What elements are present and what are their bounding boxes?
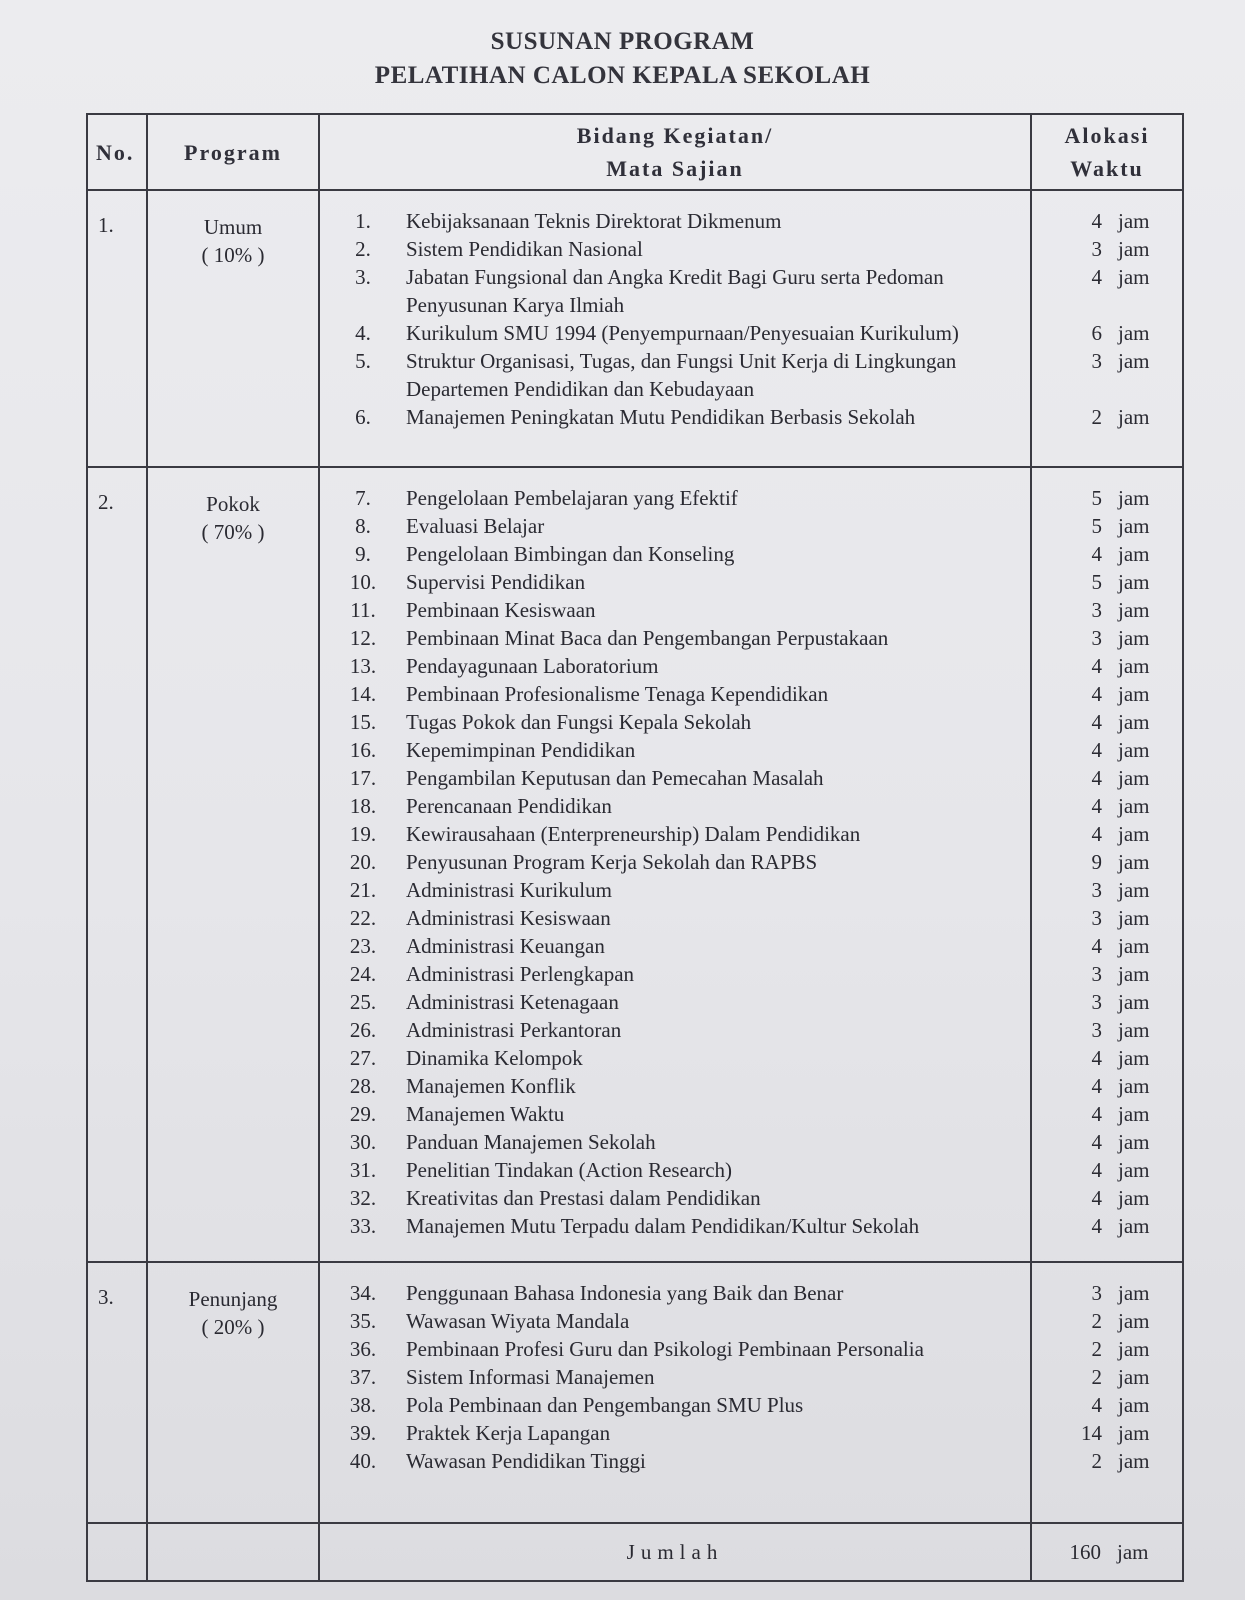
time-hours: 3 [1091,962,1102,986]
subject-item [320,708,1030,736]
time-hours: 5 [1091,570,1102,594]
subject-item [320,624,1030,652]
subject-item [320,1447,1030,1475]
subject-number: 10. [349,570,377,594]
subject-text: Administrasi Keuangan [406,934,605,958]
time-allocation [1032,263,1182,319]
subject-number: 15. [349,710,377,734]
subject-item [320,484,1030,512]
subject-item [320,736,1030,764]
time-allocation [1032,736,1182,764]
time-hours: 4 [1091,1214,1102,1238]
subject-item [320,263,1030,319]
subject-item [320,1044,1030,1072]
subject-text: Pembinaan Minat Baca dan Pengembangan Perpustakaan [406,626,889,650]
time-allocation [1032,1184,1182,1212]
time-unit: jam [1118,265,1150,289]
program-percent: ( 20% ) [201,1315,265,1339]
time-hours: 4 [1091,654,1102,678]
time-hours: 4 [1091,1046,1102,1070]
time-allocation [1032,708,1182,736]
subject-text: Evaluasi Belajar [406,514,545,538]
program-percent: ( 70% ) [201,520,265,544]
subject-number: 13. [349,654,377,678]
subject-number: 22. [349,906,377,930]
time-unit: jam [1118,710,1150,734]
time-unit: jam [1118,349,1150,373]
subject-number: 9. [355,542,371,566]
time-allocation [1032,1419,1182,1447]
time-hours: 3 [1091,349,1102,373]
subject-item [320,820,1030,848]
time-unit: jam [1118,486,1150,510]
time-hours: 2 [1091,405,1102,429]
subject-text: Sistem Pendidikan Nasional [406,237,643,261]
subject-text: Kepemimpinan Pendidikan [406,738,636,762]
section-program [147,467,319,1262]
subject-number: 11. [350,598,376,622]
time-hours: 4 [1091,265,1102,289]
time-hours: 4 [1091,738,1102,762]
subject-number: 21. [349,878,377,902]
time-allocation [1032,319,1182,347]
header-time [1031,114,1183,190]
subject-item [320,792,1030,820]
time-allocation [1032,904,1182,932]
subject-number: 33. [349,1214,377,1238]
time-hours: 3 [1091,990,1102,1014]
section-program [147,190,319,467]
subject-item [320,1279,1030,1307]
time-hours: 3 [1091,237,1102,261]
time-allocation [1032,1016,1182,1044]
time-unit: jam [1118,1281,1150,1305]
subject-number: 34. [349,1281,377,1305]
subject-number: 12. [349,626,377,650]
subject-text: Wawasan Wiyata Mandala [406,1309,630,1333]
subject-item [320,764,1030,792]
subject-number: 19. [349,822,377,846]
subject-item [320,347,1030,403]
subject-number: 32. [349,1186,377,1210]
time-allocation [1032,512,1182,540]
total-unit: jam [1117,1539,1149,1564]
time-allocation [1032,764,1182,792]
header-program: Program [147,114,319,190]
subject-text: Pembinaan Kesiswaan [406,598,596,622]
program-name: Penunjang [188,1287,278,1311]
subject-item [320,540,1030,568]
subject-text: Penyusunan Program Kerja Sekolah dan RAPBS [406,850,818,874]
subject-item [320,932,1030,960]
subject-number: 26. [349,1018,377,1042]
subject-item [320,1307,1030,1335]
subject-number: 35. [349,1309,377,1333]
time-hours: 4 [1091,710,1102,734]
time-allocation [1032,848,1182,876]
subject-text: Penggunaan Bahasa Indonesia yang Baik dan Benar [406,1281,844,1305]
time-unit: jam [1118,654,1150,678]
time-allocation [1032,1279,1182,1307]
subject-text: Pola Pembinaan dan Pengembangan SMU Plus [406,1393,804,1417]
subject-item [320,1128,1030,1156]
subject-item [320,1391,1030,1419]
subject-number: 3. [355,265,371,289]
subject-text: Supervisi Pendidikan [406,570,586,594]
time-unit: jam [1118,1018,1150,1042]
subject-text: Administrasi Perkantoran [406,1018,622,1042]
header-time-line1: Alokasi [1064,123,1150,148]
time-hours: 4 [1091,1186,1102,1210]
subject-number: 39. [349,1421,377,1445]
section-row-pokok [87,467,1183,1262]
section-no: 3. [87,1262,147,1523]
subject-number: 30. [349,1130,377,1154]
total-label: Jumlah [319,1523,1031,1581]
time-allocation [1032,1363,1182,1391]
subject-text: Jabatan Fungsional dan Angka Kredit Bagi Guru serta Pedoman Penyusunan Karya Ilmiah [406,265,944,317]
time-allocation [1032,652,1182,680]
time-unit: jam [1118,570,1150,594]
time-unit: jam [1118,1130,1150,1154]
subject-text: Administrasi Kesiswaan [406,906,611,930]
time-hours: 3 [1091,598,1102,622]
time-unit: jam [1118,598,1150,622]
time-hours: 4 [1091,542,1102,566]
section-times [1031,467,1183,1262]
time-hours: 4 [1091,934,1102,958]
subject-number: 29. [349,1102,377,1126]
subject-item [320,319,1030,347]
time-unit: jam [1118,1158,1150,1182]
time-hours: 4 [1091,682,1102,706]
total-empty-no [87,1523,147,1581]
total-hours: 160 [1069,1539,1101,1564]
time-hours: 3 [1091,1281,1102,1305]
time-hours: 3 [1091,1018,1102,1042]
time-unit: jam [1118,878,1150,902]
time-unit: jam [1118,1186,1150,1210]
time-hours: 4 [1091,1130,1102,1154]
time-hours: 2 [1091,1337,1102,1361]
section-program [147,1262,319,1523]
subject-text: Kurikulum SMU 1994 (Penyempurnaan/Penyesuaian Kurikulum) [406,321,959,345]
subject-item [320,568,1030,596]
time-unit: jam [1118,1421,1150,1445]
time-allocation [1032,568,1182,596]
subject-item [320,680,1030,708]
section-subjects [319,1262,1031,1523]
time-unit: jam [1118,962,1150,986]
time-allocation [1032,596,1182,624]
subject-text: Praktek Kerja Lapangan [406,1421,611,1445]
time-allocation [1032,792,1182,820]
time-hours: 3 [1091,906,1102,930]
subject-item [320,652,1030,680]
time-hours: 4 [1091,794,1102,818]
subject-text: Kreativitas dan Prestasi dalam Pendidikan [406,1186,761,1210]
time-allocation [1032,484,1182,512]
time-unit: jam [1118,237,1150,261]
time-hours: 6 [1091,321,1102,345]
subject-text: Perencanaan Pendidikan [406,794,612,818]
document-title-line2: PELATIHAN CALON KEPALA SEKOLAH [374,62,871,89]
time-allocation [1032,1072,1182,1100]
subject-number: 4. [355,321,371,345]
time-hours: 5 [1091,514,1102,538]
subject-item [320,988,1030,1016]
time-allocation [1032,207,1182,235]
program-name: Umum [203,215,263,239]
time-unit: jam [1118,1102,1150,1126]
subject-item [320,596,1030,624]
time-unit: jam [1118,321,1150,345]
subject-number: 38. [349,1393,377,1417]
time-hours: 4 [1091,766,1102,790]
subject-number: 1. [355,209,371,233]
section-subjects [319,190,1031,467]
time-unit: jam [1118,209,1150,233]
time-unit: jam [1118,1214,1150,1238]
subject-text: Wawasan Pendidikan Tinggi [406,1449,646,1473]
subject-item [320,1363,1030,1391]
section-row-penunjang [87,1262,1183,1523]
time-allocation [1032,1044,1182,1072]
time-unit: jam [1118,990,1150,1014]
subject-number: 40. [349,1449,377,1473]
section-times [1031,1262,1183,1523]
time-hours: 2 [1091,1449,1102,1473]
total-empty-program [147,1523,319,1581]
time-hours: 4 [1091,1102,1102,1126]
time-allocation [1032,960,1182,988]
time-unit: jam [1118,906,1150,930]
header-subject-line1: Bidang Kegiatan/ [576,123,774,148]
section-no: 2. [87,467,147,1262]
time-allocation [1032,235,1182,263]
subject-text: Panduan Manajemen Sekolah [406,1130,656,1154]
time-hours: 2 [1091,1365,1102,1389]
subject-text: Pengelolaan Pembelajaran yang Efektif [406,486,738,510]
time-allocation [1032,540,1182,568]
header-no: No. [87,114,147,190]
time-allocation [1032,876,1182,904]
time-allocation [1032,1100,1182,1128]
time-unit: jam [1118,822,1150,846]
time-allocation [1032,932,1182,960]
time-unit: jam [1118,542,1150,566]
time-allocation [1032,1156,1182,1184]
time-hours: 4 [1091,209,1102,233]
subject-text: Sistem Informasi Manajemen [406,1365,655,1389]
subject-item [320,904,1030,932]
subject-number: 2. [355,237,371,261]
subject-number: 27. [349,1046,377,1070]
time-allocation [1032,1128,1182,1156]
subject-text: Dinamika Kelompok [406,1046,583,1070]
time-unit: jam [1118,1449,1150,1473]
time-hours: 5 [1091,486,1102,510]
time-unit: jam [1118,405,1150,429]
time-allocation [1032,680,1182,708]
time-unit: jam [1118,794,1150,818]
time-unit: jam [1118,1393,1150,1417]
subject-number: 36. [349,1337,377,1361]
time-unit: jam [1118,766,1150,790]
time-unit: jam [1118,1046,1150,1070]
time-allocation [1032,1447,1182,1475]
subject-number: 6. [355,405,371,429]
subject-number: 18. [349,794,377,818]
subject-text: Manajemen Peningkatan Mutu Pendidikan Berbasis Sekolah [406,405,916,429]
subject-text: Pembinaan Profesi Guru dan Psikologi Pembinaan Personalia [406,1337,924,1361]
subject-item [320,1072,1030,1100]
time-hours: 9 [1091,850,1102,874]
subject-number: 23. [349,934,377,958]
time-allocation [1032,988,1182,1016]
time-hours: 3 [1091,626,1102,650]
header-time-line2: Waktu [1070,156,1144,181]
subject-number: 14. [349,682,377,706]
time-hours: 4 [1091,1393,1102,1417]
subject-number: 16. [349,738,377,762]
time-allocation [1032,624,1182,652]
time-unit: jam [1118,682,1150,706]
time-hours: 4 [1091,1158,1102,1182]
subject-number: 17. [349,766,377,790]
subject-number: 7. [355,486,371,510]
time-hours: 2 [1091,1309,1102,1333]
time-allocation [1032,347,1182,403]
subject-item [320,876,1030,904]
subject-item [320,1184,1030,1212]
subject-number: 24. [349,962,377,986]
time-allocation [1032,820,1182,848]
time-allocation [1032,1391,1182,1419]
subject-text: Manajemen Mutu Terpadu dalam Pendidikan/Kultur Sekolah [406,1214,920,1238]
section-no: 1. [87,190,147,467]
subject-item [320,1100,1030,1128]
subject-text: Manajemen Konflik [406,1074,576,1098]
subject-text: Kewirausahaan (Enterpreneurship) Dalam Pendidikan [406,822,861,846]
subject-item [320,1016,1030,1044]
time-unit: jam [1118,1074,1150,1098]
subject-number: 37. [349,1365,377,1389]
table-header-row [87,114,1183,190]
time-hours: 3 [1091,878,1102,902]
subject-number: 28. [349,1074,377,1098]
subject-number: 20. [349,850,377,874]
subject-number: 5. [355,349,371,373]
time-allocation [1032,1212,1182,1240]
subject-item [320,848,1030,876]
subject-item [320,960,1030,988]
subject-item [320,403,1030,431]
section-subjects [319,467,1031,1262]
time-unit: jam [1118,514,1150,538]
time-unit: jam [1118,1337,1150,1361]
time-unit: jam [1118,1365,1150,1389]
total-time [1031,1523,1183,1581]
header-subject [319,114,1031,190]
subject-text: Manajemen Waktu [406,1102,565,1126]
subject-text: Pengelolaan Bimbingan dan Konseling [406,542,735,566]
subject-item [320,1335,1030,1363]
document-title-line1: SUSUNAN PROGRAM [490,28,755,55]
subject-number: 31. [349,1158,377,1182]
subject-item [320,235,1030,263]
time-unit: jam [1118,934,1150,958]
subject-text: Tugas Pokok dan Fungsi Kepala Sekolah [406,710,752,734]
time-allocation [1032,1335,1182,1363]
subject-text: Penelitian Tindakan (Action Research) [406,1158,733,1182]
time-hours: 4 [1091,822,1102,846]
subject-text: Struktur Organisasi, Tugas, dan Fungsi Unit Kerja di Lingkungan Departemen Pendidikan dan Kebudayaan [406,349,957,401]
program-percent: ( 10% ) [201,243,265,267]
subject-text: Administrasi Kurikulum [406,878,612,902]
subject-number: 25. [349,990,377,1014]
subject-text: Administrasi Perlengkapan [406,962,635,986]
time-hours: 4 [1091,1074,1102,1098]
subject-item [320,512,1030,540]
subject-text: Pendayagunaan Laboratorium [406,654,659,678]
subject-text: Pembinaan Profesionalisme Tenaga Kependidikan [406,682,829,706]
subject-number: 8. [355,514,371,538]
time-unit: jam [1118,626,1150,650]
subject-item [320,1156,1030,1184]
subject-item [320,1419,1030,1447]
program-name: Pokok [206,492,260,516]
header-subject-line2: Mata Sajian [606,156,744,181]
time-unit: jam [1118,1309,1150,1333]
time-unit: jam [1118,850,1150,874]
time-unit: jam [1118,738,1150,762]
time-hours: 14 [1081,1421,1102,1445]
time-allocation [1032,403,1182,431]
subject-text: Pengambilan Keputusan dan Pemecahan Masalah [406,766,824,790]
total-row [87,1523,1183,1581]
subject-item [320,207,1030,235]
section-times [1031,190,1183,467]
subject-item [320,1212,1030,1240]
section-row-umum [87,190,1183,467]
time-allocation [1032,1307,1182,1335]
program-table [86,113,1184,1582]
subject-text: Kebijaksanaan Teknis Direktorat Dikmenum [406,209,782,233]
subject-text: Administrasi Ketenagaan [406,990,619,1014]
